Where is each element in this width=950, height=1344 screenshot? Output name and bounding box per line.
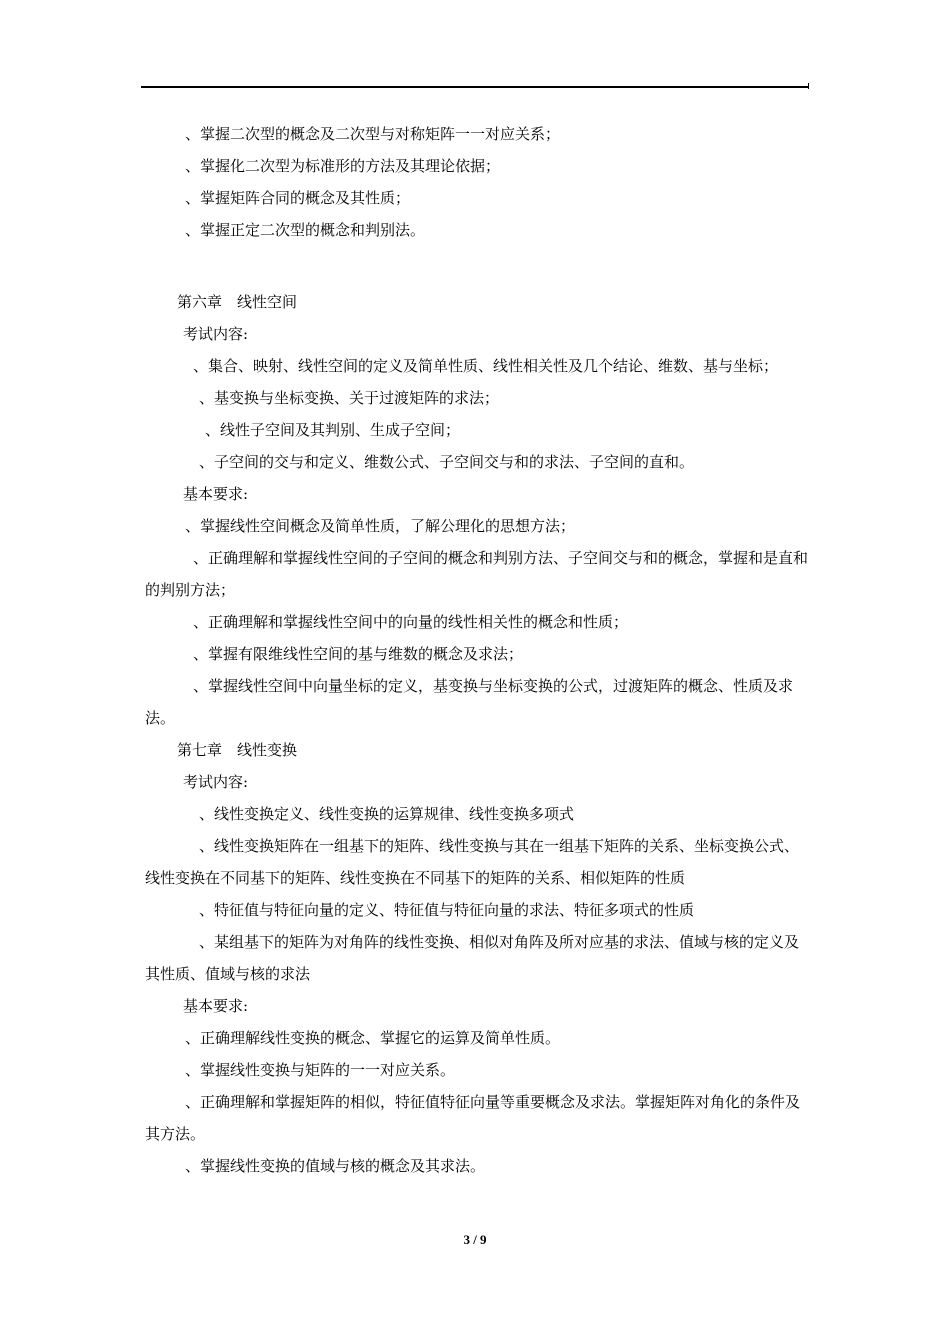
header-rule	[141, 86, 808, 88]
content-item: 、特征值与特征向量的定义、特征值与特征向量的求法、特征多项式的性质	[199, 901, 695, 919]
content-item: 、集合、映射、线性空间的定义及简单性质、线性相关性及几个结论、维数、基与坐标；	[193, 357, 779, 375]
chapter7-content-label: 考试内容:	[183, 773, 249, 791]
requirement-item: 、掌握线性空间概念及简单性质，了解公理化的思想方法；	[185, 517, 576, 535]
content-item: 、线性变换矩阵在一组基下的矩阵、线性变换与其在一组基下矩阵的关系、坐标变换公式、线性变换在不同基下的矩阵、线性变换在不同基下的矩阵的关系、相似矩阵的性质	[145, 837, 800, 887]
requirement-item: 、正确理解线性变换的概念、掌握它的运算及简单性质。	[185, 1029, 561, 1047]
requirement-item: 、掌握矩阵合同的概念及其性质；	[185, 189, 411, 207]
requirement-item: 、掌握线性变换的值域与核的概念及其求法。	[185, 1157, 486, 1175]
content-item: 、某组基下的矩阵为对角阵的线性变换、相似对角阵及所对应基的求法、值域与核的定义及其性质、值域与核的求法	[145, 933, 800, 983]
chapter6-content-label: 考试内容:	[183, 325, 249, 343]
content-item: 、子空间的交与和定义、维数公式、子空间交与和的求法、子空间的直和。	[199, 453, 695, 471]
requirement-item: 、正确理解和掌握线性空间中的向量的线性相关性的概念和性质；	[193, 613, 629, 631]
section-spacer	[145, 246, 810, 286]
requirement-item: 、正确理解和掌握矩阵的相似，特征值特征向量等重要概念及求法。掌握矩阵对角化的条件及其方法。	[145, 1093, 801, 1143]
requirement-item: 、正确理解和掌握线性空间的子空间的概念和判别方法、子空间交与和的概念，掌握和是直和的判别方法；	[145, 549, 809, 599]
document-body	[145, 118, 810, 1182]
requirement-item: 、掌握二次型的概念及二次型与对称矩阵一一对应关系；	[185, 125, 561, 143]
requirement-item: 、掌握正定二次型的概念和判别法。	[185, 221, 426, 239]
requirement-item: 、掌握有限维线性空间的基与维数的概念及求法；	[193, 645, 524, 663]
chapter6-requirements-label: 基本要求:	[183, 485, 249, 503]
chapter7-section	[145, 734, 810, 1182]
header-rule-tick	[808, 83, 809, 89]
chapter7-title: 第七章 线性变换	[177, 741, 298, 759]
chapter6-section	[145, 286, 810, 734]
requirement-item: 、掌握线性变换与矩阵的一一对应关系。	[185, 1061, 456, 1079]
content-item: 、线性子空间及其判别、生成子空间；	[205, 421, 461, 439]
section5-requirements	[145, 118, 810, 246]
content-item: 、线性变换定义、线性变换的运算规律、线性变换多项式	[199, 805, 575, 823]
content-item: 、基变换与坐标变换、关于过渡矩阵的求法；	[199, 389, 500, 407]
requirement-item: 、掌握线性空间中向量坐标的定义，基变换与坐标变换的公式，过渡矩阵的概念、性质及求法。	[145, 677, 794, 727]
chapter6-title: 第六章 线性空间	[177, 293, 298, 311]
requirement-item: 、掌握化二次型为标准形的方法及其理论依据；	[185, 157, 501, 175]
page-number: 3 / 9	[463, 1232, 487, 1247]
chapter7-requirements-label: 基本要求:	[183, 997, 249, 1015]
